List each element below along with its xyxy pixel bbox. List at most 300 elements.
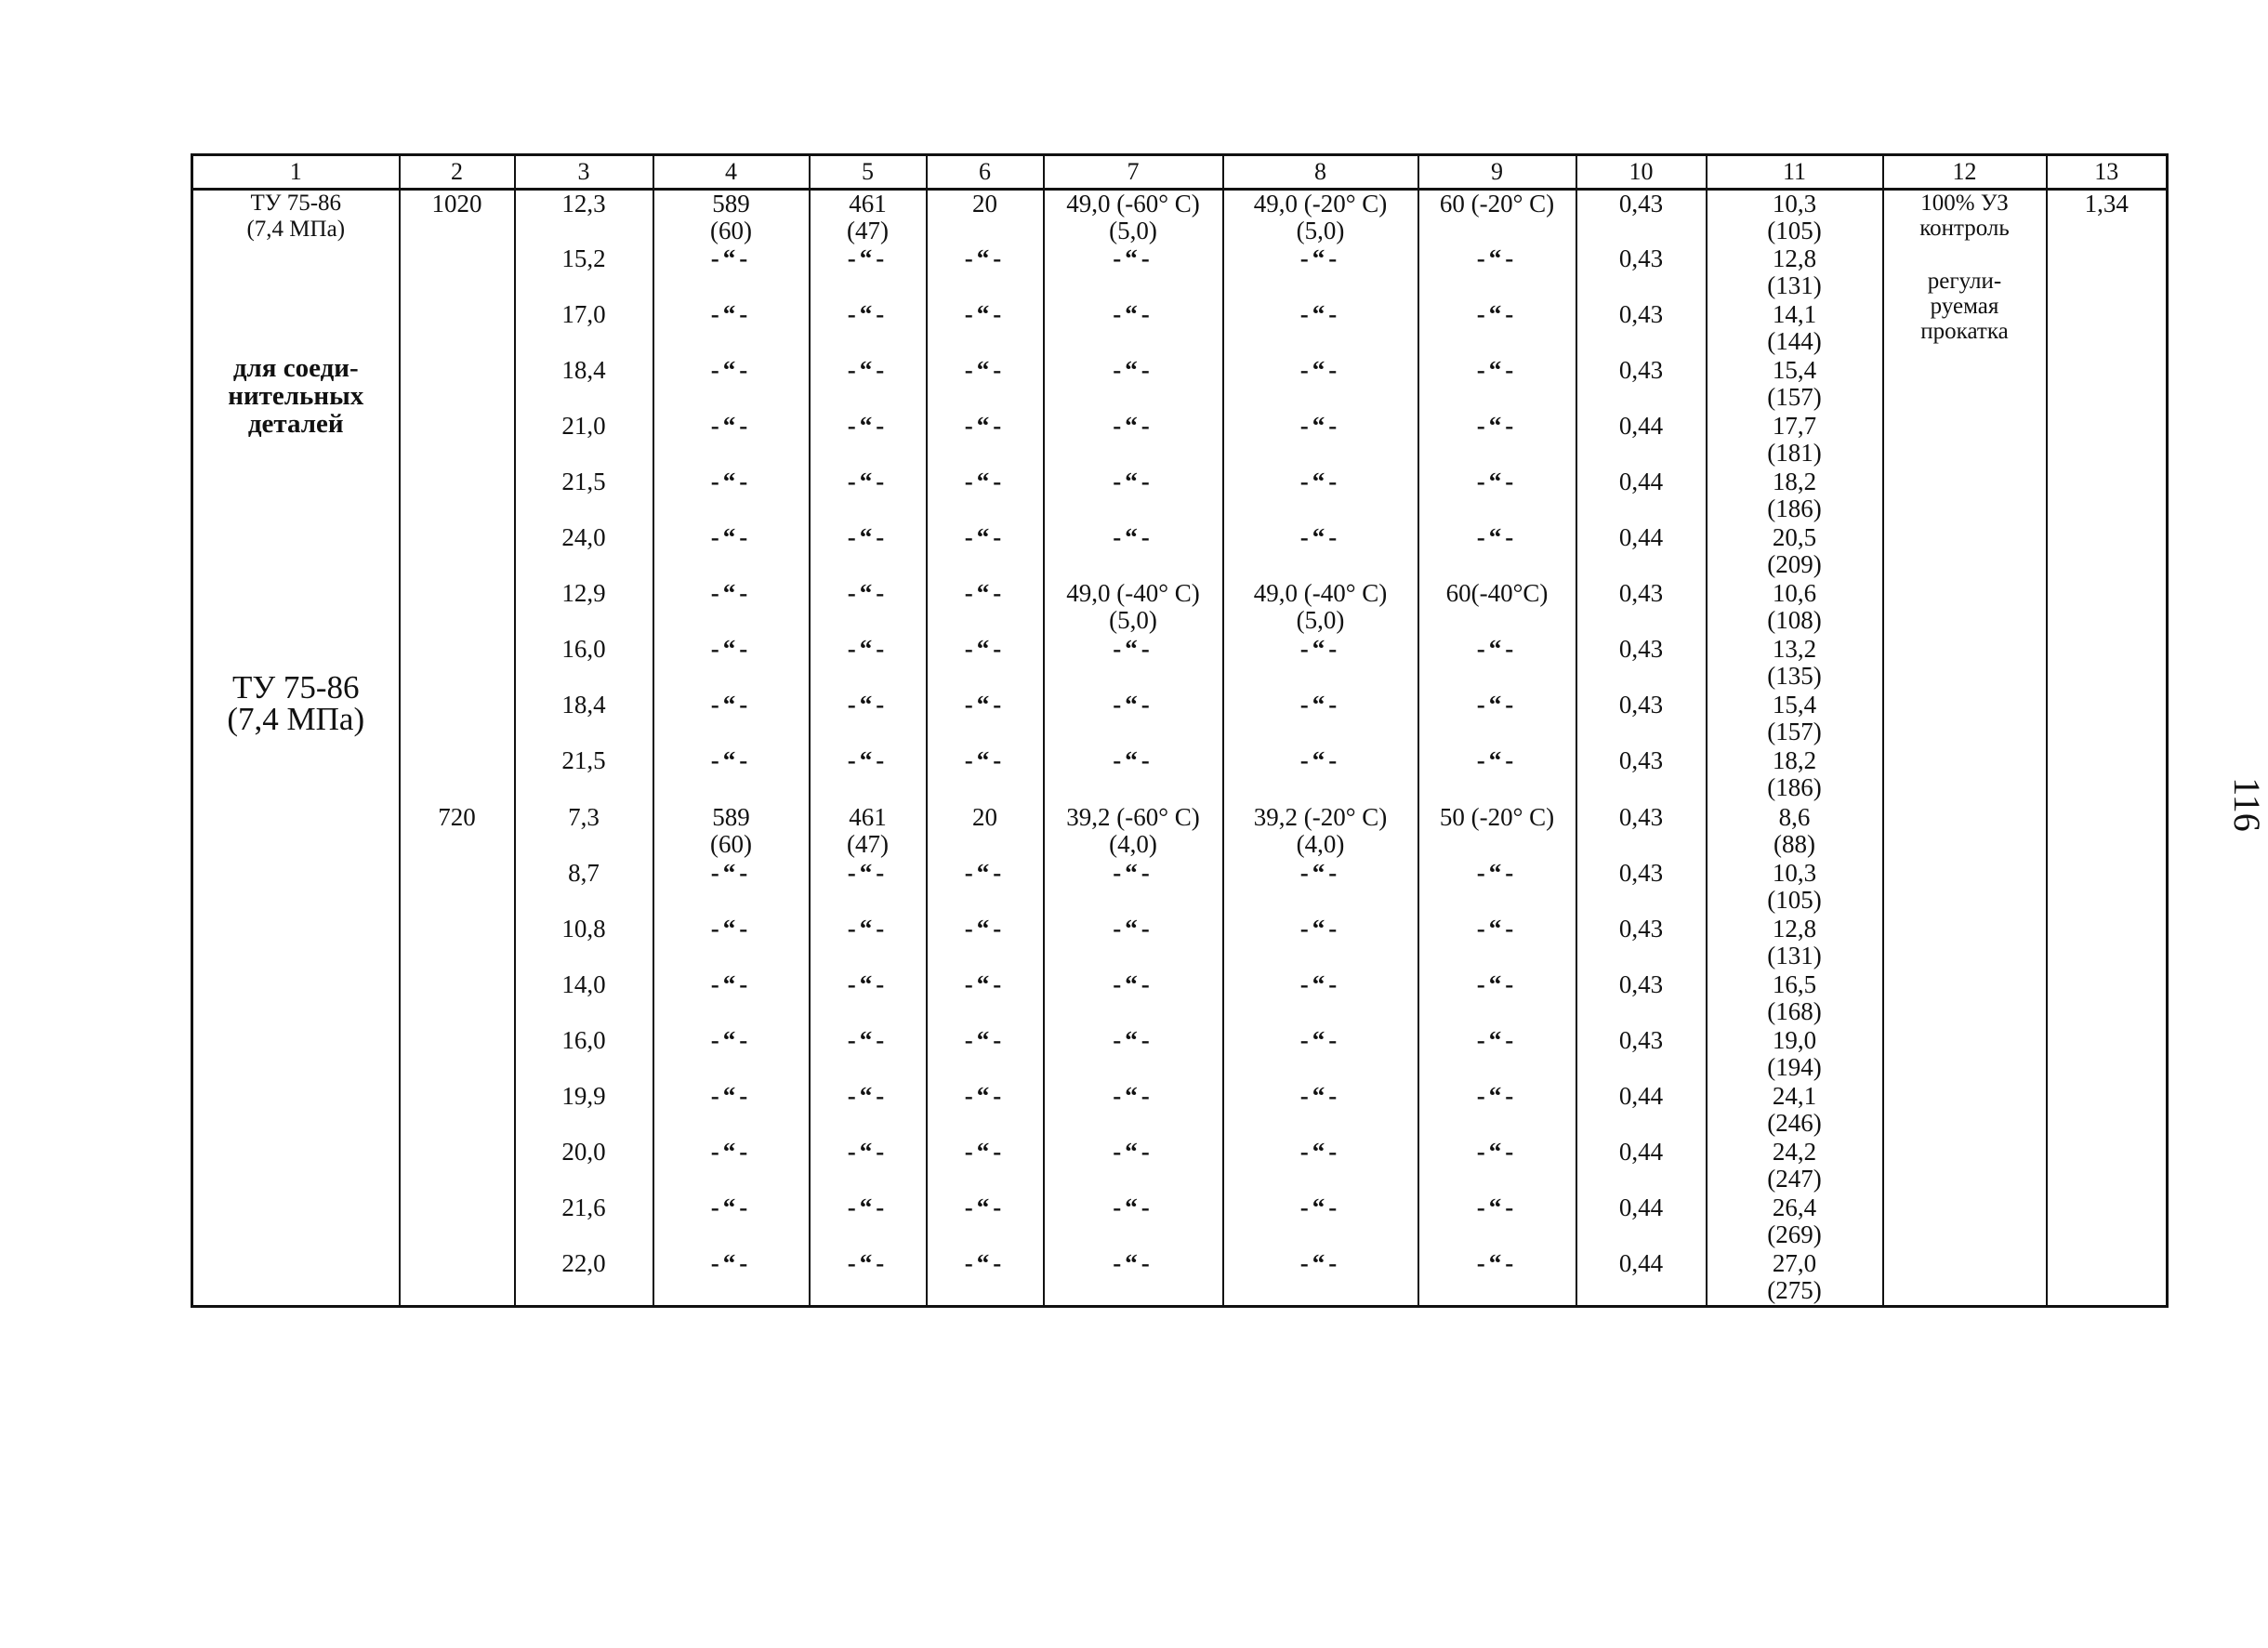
yield-cell-text: -“-	[847, 299, 889, 328]
fittings-note: нительных	[228, 381, 364, 411]
strength-cell	[653, 747, 810, 803]
strength-cell	[653, 1194, 810, 1250]
impact-cell-text: -“-	[1113, 1025, 1154, 1054]
coefficient-cell	[2047, 190, 2168, 1307]
impact-cell	[1223, 301, 1418, 357]
elongation-cell-text: -“-	[964, 1082, 1006, 1110]
impact-cell-text: 39,2 (-60° C)	[1066, 802, 1200, 831]
fracture-cell-text: -“-	[1476, 523, 1518, 552]
pressure-cell	[1707, 524, 1883, 580]
fracture-cell	[1418, 971, 1576, 1027]
impact-cell	[1223, 804, 1418, 860]
elongation-cell	[927, 1194, 1044, 1250]
wall-thickness: 20,0	[561, 1138, 606, 1167]
yield-cell-text: -“-	[847, 969, 889, 998]
fracture-cell-text: -“-	[1476, 969, 1518, 998]
strength-cell	[653, 971, 810, 1027]
pressure-cell	[1707, 301, 1883, 357]
fracture-cell-text: -“-	[1476, 746, 1518, 775]
strength-cell-text: -“-	[710, 1138, 752, 1167]
pressure-cell-text: 19,0	[1772, 1025, 1817, 1054]
pressure-cell-text: (108)	[1767, 606, 1822, 635]
impact-cell	[1044, 1083, 1223, 1139]
impact-cell-text: -“-	[1299, 1193, 1341, 1222]
carbon-equiv-cell	[1576, 357, 1707, 413]
yield-cell	[810, 1194, 927, 1250]
notes-cell	[1883, 190, 2047, 1307]
impact-cell	[1044, 524, 1223, 580]
impact-cell	[1044, 1139, 1223, 1194]
fracture-cell	[1418, 357, 1576, 413]
yield-cell-text: -“-	[847, 1138, 889, 1167]
pressure-cell-text: 12,8	[1772, 244, 1817, 272]
wall-thickness-cell	[515, 357, 653, 413]
pressure-cell	[1707, 245, 1883, 301]
impact-cell-text: -“-	[1299, 467, 1341, 495]
elongation-cell-text: -“-	[964, 411, 1006, 440]
fracture-cell	[1418, 1139, 1576, 1194]
pressure-label: (7,4 МПа)	[246, 217, 346, 242]
group2-spec-cell	[192, 804, 400, 1307]
wall-thickness: 18,4	[561, 691, 606, 719]
fracture-cell-text: -“-	[1476, 635, 1518, 664]
pressure-cell-text: (168)	[1767, 996, 1822, 1025]
carbon-equiv-cell-text: 0,43	[1618, 355, 1664, 384]
pressure-cell	[1707, 636, 1883, 692]
header-cell: 7	[1044, 155, 1223, 190]
coefficient-value: 1,34	[2084, 190, 2129, 218]
carbon-equiv-cell	[1576, 636, 1707, 692]
pressure-cell-text: 8,6	[1778, 802, 1811, 831]
yield-cell	[810, 1250, 927, 1306]
pressure-cell	[1707, 916, 1883, 971]
impact-cell	[1223, 580, 1418, 636]
elongation-cell	[927, 468, 1044, 524]
pressure-cell-text: 10,6	[1772, 579, 1817, 608]
fracture-cell-text: -“-	[1476, 1249, 1518, 1278]
carbon-equiv-cell-text: 0,43	[1618, 579, 1664, 608]
elongation-cell	[927, 580, 1044, 636]
wall-thickness: 24,0	[561, 523, 606, 552]
carbon-equiv-cell-text: 0,43	[1618, 969, 1664, 998]
fracture-cell	[1418, 1027, 1576, 1083]
impact-cell-text: -“-	[1113, 244, 1154, 272]
pressure-cell-text: 10,3	[1772, 858, 1817, 887]
impact-cell-text: (5,0)	[1296, 217, 1345, 244]
fracture-cell-text: 60(-40°C)	[1445, 579, 1549, 608]
header-cell: 9	[1418, 155, 1576, 190]
spec-label: ТУ 75-86	[250, 191, 342, 216]
impact-cell	[1044, 692, 1223, 747]
impact-cell	[1223, 1139, 1418, 1194]
strength-cell	[653, 1139, 810, 1194]
carbon-equiv-cell-text: 0,44	[1618, 467, 1664, 495]
impact-cell-text: (5,0)	[1296, 606, 1345, 635]
elongation-cell-text: -“-	[964, 299, 1006, 328]
yield-cell	[810, 357, 927, 413]
impact-cell	[1044, 468, 1223, 524]
impact-cell	[1223, 1250, 1418, 1306]
header-cell: 11	[1707, 155, 1883, 190]
carbon-equiv-cell-text: 0,44	[1618, 1193, 1664, 1222]
strength-cell-text: -“-	[710, 1025, 752, 1054]
yield-cell	[810, 804, 927, 860]
strength-cell-text: -“-	[710, 244, 752, 272]
pressure-cell	[1707, 971, 1883, 1027]
impact-cell-text: -“-	[1299, 244, 1341, 272]
elongation-cell	[927, 1083, 1044, 1139]
yield-cell-text: -“-	[847, 1025, 889, 1054]
impact-cell-text: -“-	[1299, 299, 1341, 328]
impact-cell-text: -“-	[1299, 1138, 1341, 1167]
pressure-cell-text: 20,5	[1772, 523, 1817, 552]
wall-thickness-cell	[515, 1027, 653, 1083]
strength-cell-text: -“-	[710, 411, 752, 440]
elongation-cell-text: 20	[972, 190, 997, 218]
header-cell: 2	[400, 155, 515, 190]
ut-control: контроль	[1919, 216, 2010, 241]
impact-cell	[1044, 636, 1223, 692]
elongation-cell-text: -“-	[964, 523, 1006, 552]
fracture-cell-text: -“-	[1476, 1025, 1518, 1054]
wall-thickness: 16,0	[561, 1025, 606, 1054]
carbon-equiv-cell	[1576, 804, 1707, 860]
impact-cell-text: (4,0)	[1109, 829, 1157, 858]
wall-thickness-cell	[515, 1139, 653, 1194]
fracture-cell	[1418, 190, 1576, 245]
carbon-equiv-cell-text: 0,43	[1618, 1025, 1664, 1054]
pressure-cell-text: 18,2	[1772, 467, 1817, 495]
impact-cell	[1223, 916, 1418, 971]
impact-cell-text: -“-	[1113, 1138, 1154, 1167]
wall-thickness: 19,9	[561, 1082, 606, 1110]
wall-thickness-cell	[515, 636, 653, 692]
header-cell: 10	[1576, 155, 1707, 190]
pressure-cell	[1707, 1027, 1883, 1083]
pressure-cell	[1707, 1083, 1883, 1139]
elongation-cell	[927, 301, 1044, 357]
impact-cell	[1044, 301, 1223, 357]
pressure-cell-text: 24,2	[1772, 1138, 1817, 1167]
elongation-cell	[927, 524, 1044, 580]
pressure-cell-text: 13,2	[1772, 635, 1817, 664]
wall-thickness: 14,0	[561, 969, 606, 998]
table-row	[192, 804, 2168, 860]
strength-cell-text: 589	[712, 190, 750, 218]
impact-cell	[1044, 1027, 1223, 1083]
impact-cell-text: -“-	[1113, 969, 1154, 998]
yield-cell-text: (47)	[847, 217, 889, 244]
strength-cell-text: -“-	[710, 1249, 752, 1278]
wall-thickness: 17,0	[561, 299, 606, 328]
carbon-equiv-cell-text: 0,44	[1618, 1082, 1664, 1110]
wall-thickness-cell	[515, 190, 653, 245]
impact-cell	[1044, 357, 1223, 413]
elongation-cell-text: -“-	[964, 746, 1006, 775]
fracture-cell-text: -“-	[1476, 1138, 1518, 1167]
impact-cell	[1223, 692, 1418, 747]
elongation-cell	[927, 692, 1044, 747]
impact-cell-text: 49,0 (-40° C)	[1066, 579, 1200, 608]
strength-cell	[653, 301, 810, 357]
pressure-cell-text: 24,1	[1772, 1082, 1817, 1110]
impact-cell-text: -“-	[1299, 858, 1341, 887]
yield-cell-text: 461	[849, 190, 887, 218]
wall-thickness-cell	[515, 245, 653, 301]
impact-cell-text: -“-	[1113, 691, 1154, 719]
pressure-cell-text: (247)	[1767, 1165, 1822, 1193]
impact-cell-text: 39,2 (-20° C)	[1253, 802, 1388, 831]
strength-cell-text: -“-	[710, 746, 752, 775]
pressure-cell-text: (88)	[1774, 829, 1815, 858]
wall-thickness: 10,8	[561, 914, 606, 943]
impact-cell	[1044, 1194, 1223, 1250]
impact-cell	[1044, 804, 1223, 860]
carbon-equiv-cell-text: 0,43	[1618, 244, 1664, 272]
strength-cell	[653, 804, 810, 860]
strength-cell	[653, 245, 810, 301]
impact-cell	[1044, 971, 1223, 1027]
wall-thickness: 8,7	[568, 858, 600, 887]
fracture-cell	[1418, 804, 1576, 860]
impact-cell-text: (4,0)	[1296, 829, 1345, 858]
carbon-equiv-cell-text: 0,43	[1618, 746, 1664, 775]
ut-control: 100% УЗ	[1920, 191, 2009, 216]
impact-cell-text: 49,0 (-40° C)	[1253, 579, 1388, 608]
elongation-cell-text: -“-	[964, 579, 1006, 608]
pressure-cell-text: (209)	[1767, 550, 1822, 579]
fracture-cell-text: -“-	[1476, 1082, 1518, 1110]
rolling-note: руемая	[1930, 294, 1999, 319]
elongation-cell	[927, 357, 1044, 413]
impact-cell-text: -“-	[1113, 467, 1154, 495]
carbon-equiv-cell-text: 0,43	[1618, 802, 1664, 831]
impact-cell	[1223, 245, 1418, 301]
fracture-cell	[1418, 916, 1576, 971]
strength-cell-text: (60)	[710, 217, 752, 244]
impact-cell-text: -“-	[1299, 746, 1341, 775]
pressure-cell	[1707, 468, 1883, 524]
elongation-cell	[927, 413, 1044, 468]
yield-cell	[810, 916, 927, 971]
fracture-cell	[1418, 413, 1576, 468]
impact-cell	[1223, 1027, 1418, 1083]
elongation-cell-text: -“-	[964, 355, 1006, 384]
impact-cell-text: -“-	[1113, 1249, 1154, 1278]
wall-thickness-cell	[515, 916, 653, 971]
carbon-equiv-cell	[1576, 301, 1707, 357]
impact-cell-text: -“-	[1113, 299, 1154, 328]
pressure-cell-text: (131)	[1767, 941, 1822, 969]
wall-thickness-cell	[515, 747, 653, 803]
yield-cell	[810, 636, 927, 692]
elongation-cell	[927, 1250, 1044, 1306]
pressure-cell-text: (135)	[1767, 662, 1822, 691]
yield-cell-text: -“-	[847, 579, 889, 608]
fracture-cell	[1418, 692, 1576, 747]
yield-cell-text: -“-	[847, 635, 889, 664]
table-body	[192, 190, 2168, 1307]
fracture-cell-text: -“-	[1476, 858, 1518, 887]
diameter-cell	[400, 804, 515, 1307]
impact-cell-text: -“-	[1113, 1082, 1154, 1110]
elongation-cell-text: -“-	[964, 858, 1006, 887]
carbon-equiv-cell	[1576, 190, 1707, 245]
page-number: 116	[2225, 777, 2268, 832]
strength-cell	[653, 692, 810, 747]
strength-cell	[653, 1027, 810, 1083]
impact-cell-text: 49,0 (-20° C)	[1253, 190, 1388, 218]
pressure-cell-text: 26,4	[1772, 1193, 1817, 1222]
impact-cell-text: (5,0)	[1109, 217, 1157, 244]
wall-thickness: 21,6	[561, 1193, 606, 1222]
elongation-cell	[927, 1139, 1044, 1194]
yield-cell-text: -“-	[847, 467, 889, 495]
carbon-equiv-cell	[1576, 1250, 1707, 1306]
impact-cell	[1044, 747, 1223, 803]
yield-cell-text: -“-	[847, 1193, 889, 1222]
impact-cell-text: (5,0)	[1109, 606, 1157, 635]
pressure-cell	[1707, 190, 1883, 245]
pressure-cell-text: 15,4	[1772, 691, 1817, 719]
wall-thickness-cell	[515, 692, 653, 747]
impact-cell	[1044, 580, 1223, 636]
carbon-equiv-cell-text: 0,43	[1618, 914, 1664, 943]
strength-cell	[653, 916, 810, 971]
carbon-equiv-cell-text: 0,43	[1618, 635, 1664, 664]
pressure-cell-text: 12,8	[1772, 914, 1817, 943]
pressure-cell	[1707, 357, 1883, 413]
rolling-note: прокатка	[1920, 319, 2009, 344]
header-cell: 3	[515, 155, 653, 190]
impact-cell-text: -“-	[1113, 746, 1154, 775]
wall-thickness-cell	[515, 580, 653, 636]
carbon-equiv-cell	[1576, 468, 1707, 524]
strength-cell	[653, 860, 810, 916]
fracture-cell	[1418, 524, 1576, 580]
strength-cell-text: -“-	[710, 355, 752, 384]
impact-cell	[1044, 1250, 1223, 1306]
fracture-cell-text: -“-	[1476, 411, 1518, 440]
pressure-cell	[1707, 860, 1883, 916]
impact-cell	[1223, 1194, 1418, 1250]
fracture-cell-text: -“-	[1476, 914, 1518, 943]
strength-cell	[653, 190, 810, 245]
elongation-cell-text: -“-	[964, 1249, 1006, 1278]
impact-cell	[1044, 190, 1223, 245]
elongation-cell	[927, 971, 1044, 1027]
wall-thickness: 21,5	[561, 467, 606, 495]
yield-cell	[810, 190, 927, 245]
wall-thickness-cell	[515, 971, 653, 1027]
elongation-cell	[927, 804, 1044, 860]
yield-cell	[810, 580, 927, 636]
strength-cell-text: 589	[712, 802, 750, 831]
carbon-equiv-cell	[1576, 1194, 1707, 1250]
strength-cell-text: -“-	[710, 1193, 752, 1222]
header-cell: 6	[927, 155, 1044, 190]
impact-cell-text: -“-	[1299, 1025, 1341, 1054]
yield-cell-text: -“-	[847, 1082, 889, 1110]
impact-cell	[1223, 357, 1418, 413]
wall-thickness-cell	[515, 413, 653, 468]
impact-cell-text: -“-	[1113, 635, 1154, 664]
yield-cell	[810, 301, 927, 357]
impact-cell-text: -“-	[1299, 1082, 1341, 1110]
elongation-cell-text: -“-	[964, 691, 1006, 719]
carbon-equiv-cell	[1576, 1083, 1707, 1139]
fracture-cell	[1418, 245, 1576, 301]
yield-cell	[810, 1083, 927, 1139]
elongation-cell-text: -“-	[964, 1138, 1006, 1167]
pressure-cell-text: (131)	[1767, 270, 1822, 299]
header-cell: 13	[2047, 155, 2168, 190]
pressure-cell-text: 16,5	[1772, 969, 1817, 998]
group1-spec-cell	[192, 190, 400, 804]
impact-cell	[1044, 860, 1223, 916]
strength-cell-text: -“-	[710, 969, 752, 998]
pressure-cell-text: (105)	[1767, 217, 1822, 244]
yield-cell	[810, 524, 927, 580]
impact-cell-text: -“-	[1299, 691, 1341, 719]
strength-cell	[653, 524, 810, 580]
carbon-equiv-cell-text: 0,44	[1618, 1249, 1664, 1278]
yield-cell-text: -“-	[847, 411, 889, 440]
fracture-cell-text: -“-	[1476, 244, 1518, 272]
yield-cell	[810, 860, 927, 916]
diameter-cell	[400, 190, 515, 804]
fracture-cell-text: -“-	[1476, 1193, 1518, 1222]
pressure-cell-text: (194)	[1767, 1052, 1822, 1081]
yield-cell	[810, 692, 927, 747]
wall-thickness: 22,0	[561, 1249, 606, 1278]
wall-thickness: 18,4	[561, 355, 606, 384]
impact-cell-text: -“-	[1299, 411, 1341, 440]
impact-cell-text: -“-	[1113, 523, 1154, 552]
pressure-cell	[1707, 413, 1883, 468]
fracture-cell	[1418, 1250, 1576, 1306]
impact-cell-text: -“-	[1299, 635, 1341, 664]
carbon-equiv-cell	[1576, 413, 1707, 468]
carbon-equiv-cell-text: 0,43	[1618, 190, 1664, 218]
fracture-cell	[1418, 468, 1576, 524]
impact-cell-text: -“-	[1299, 914, 1341, 943]
pressure-cell-text: 14,1	[1772, 299, 1817, 328]
yield-cell	[810, 1027, 927, 1083]
elongation-cell	[927, 245, 1044, 301]
impact-cell	[1223, 413, 1418, 468]
pressure-cell-text: (105)	[1767, 885, 1822, 914]
carbon-equiv-cell-text: 0,43	[1618, 299, 1664, 328]
fracture-cell	[1418, 1194, 1576, 1250]
fracture-cell-text: 60 (-20° C)	[1439, 190, 1555, 218]
carbon-equiv-cell	[1576, 580, 1707, 636]
yield-cell-text: -“-	[847, 244, 889, 272]
pressure-cell-text: 18,2	[1772, 746, 1817, 775]
pressure-cell-text: 15,4	[1772, 355, 1817, 384]
pressure-cell-text: (157)	[1767, 718, 1822, 746]
yield-cell-text: -“-	[847, 858, 889, 887]
strength-cell-text: -“-	[710, 858, 752, 887]
strength-cell	[653, 636, 810, 692]
yield-cell-text: -“-	[847, 1249, 889, 1278]
yield-cell-text: -“-	[847, 523, 889, 552]
wall-thickness-cell	[515, 1083, 653, 1139]
strength-cell	[653, 580, 810, 636]
pipe-spec-table	[191, 153, 2169, 1308]
carbon-equiv-cell-text: 0,43	[1618, 691, 1664, 719]
elongation-cell	[927, 190, 1044, 245]
